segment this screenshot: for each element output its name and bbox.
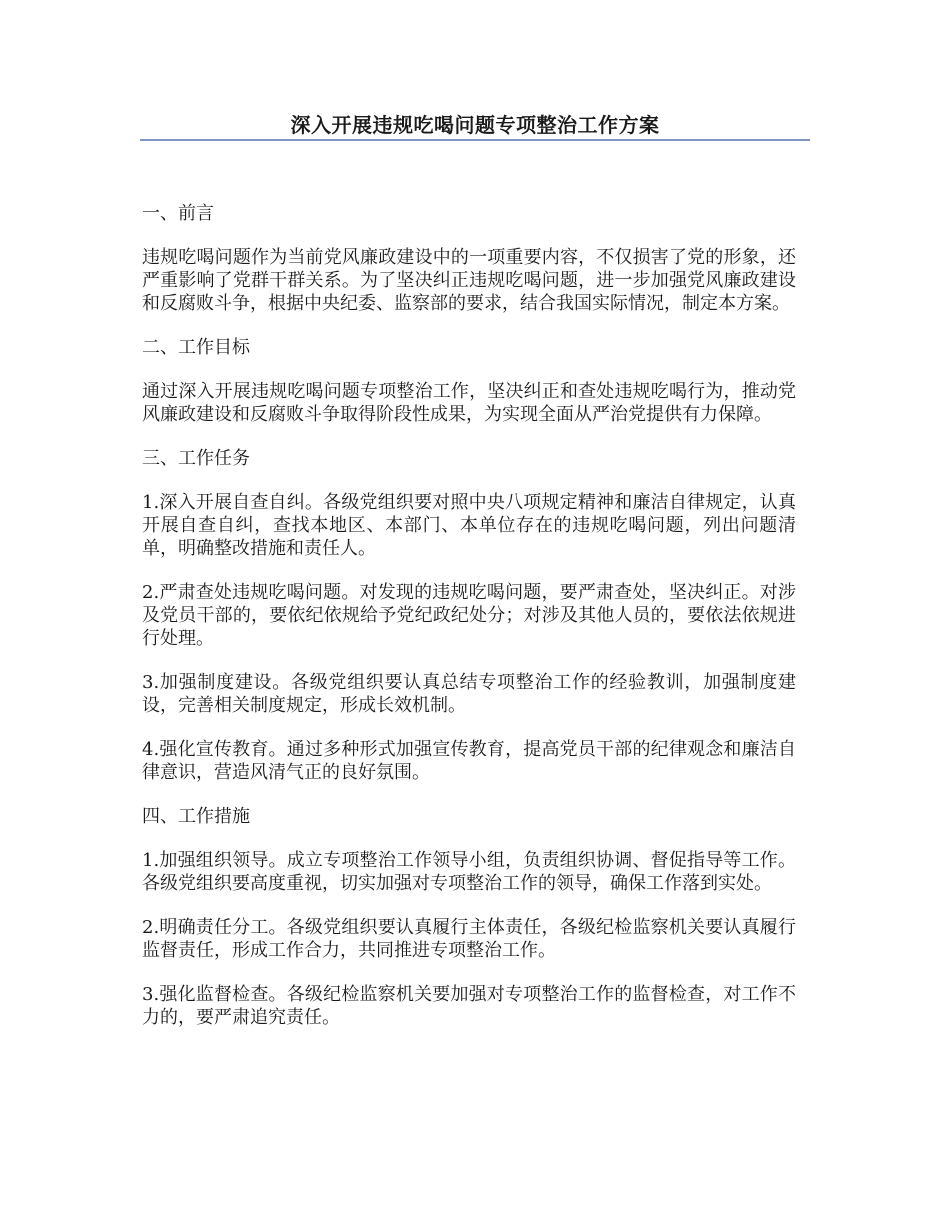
document-body	[142, 202, 796, 1050]
paragraph: 1.深入开展自查自纠。各级党组织要对照中央八项规定精神和廉洁自律规定，认真开展自查自纠，查找本地区、本部门、本单位存在的违规吃喝问题，列出问题清单，明确整改措施和责任人。	[142, 492, 796, 559]
section-heading: 一、前言	[142, 203, 214, 224]
paragraph: 4.强化宣传教育。通过多种形式加强宣传教育，提高党员干部的纪律观念和廉洁自律意识，营造风清气正的良好氛围。	[142, 739, 796, 783]
paragraph: 3.强化监督检查。各级纪检监察机关要加强对专项整治工作的监督检查，对工作不力的，要严肃追究责任。	[142, 984, 796, 1028]
section-heading: 四、工作措施	[142, 806, 250, 827]
paragraph: 2.严肃查处违规吃喝问题。对发现的违规吃喝问题，要严肃查处，坚决纠正。对涉及党员干部的，要依纪依规给予党纪政纪处分；对涉及其他人员的，要依法依规进行处理。	[142, 582, 796, 649]
paragraph: 2.明确责任分工。各级党组织要认真履行主体责任，各级纪检监察机关要认真履行监督责任，形成工作合力，共同推进专项整治工作。	[142, 917, 796, 961]
title-underline	[140, 139, 810, 141]
section-heading: 二、工作目标	[142, 337, 250, 358]
paragraph: 违规吃喝问题作为当前党风廉政建设中的一项重要内容，不仅损害了党的形象，还严重影响了党群干群关系。为了坚决纠正违规吃喝问题，进一步加强党风廉政建设和反腐败斗争，根据中央纪委、监察部的要求，结合我国实际情况，制定本方案。	[142, 247, 796, 314]
section-heading: 三、工作任务	[142, 448, 250, 469]
paragraph: 3.加强制度建设。各级党组织要认真总结专项整治工作的经验教训，加强制度建设，完善相关制度规定，形成长效机制。	[142, 672, 796, 716]
section-preface	[142, 202, 796, 315]
document-title: 深入开展违规吃喝问题专项整治工作方案	[290, 113, 660, 137]
section-measures	[142, 805, 796, 1029]
section-tasks	[142, 447, 796, 784]
paragraph: 1.加强组织领导。成立专项整治工作领导小组，负责组织协调、督促指导等工作。各级党组织要高度重视，切实加强对专项整治工作的领导，确保工作落到实处。	[142, 850, 796, 894]
paragraph: 通过深入开展违规吃喝问题专项整治工作，坚决纠正和查处违规吃喝行为，推动党风廉政建设和反腐败斗争取得阶段性成果，为实现全面从严治党提供有力保障。	[142, 381, 796, 425]
section-goals	[142, 336, 796, 426]
